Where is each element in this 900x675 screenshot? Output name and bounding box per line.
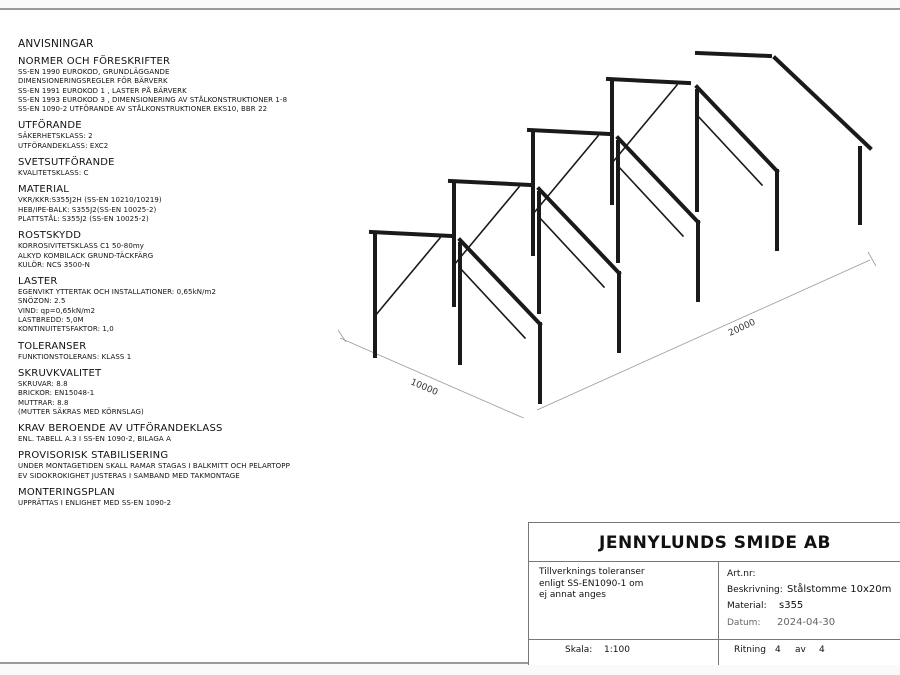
frame-brace — [618, 166, 683, 236]
section-line: UTFÖRANDEKLASS: EXC2 — [18, 141, 109, 150]
beskrivning-value: Stålstomme 10x20m — [787, 584, 892, 595]
divider — [718, 561, 719, 665]
frame-brace — [697, 115, 762, 185]
ritning-label: Ritning — [734, 645, 766, 655]
section-line: SS-EN 1990 EUROKOD, GRUNDLÄGGANDE — [18, 68, 170, 76]
section-heading: SKRUVKVALITET — [18, 367, 102, 379]
dimension-width: 10000 — [408, 377, 440, 398]
skala-value: 1:100 — [604, 645, 630, 655]
section-line: ENL. TABELL A.3 I SS-EN 1090-2, BILAGA A — [18, 435, 171, 444]
frame-brace — [533, 136, 598, 214]
beskrivning-label: Beskrivning: — [727, 585, 783, 595]
material-label: Material: — [727, 601, 767, 611]
tolerance-line: Tillverknings toleranser — [539, 567, 645, 577]
frame-brace — [375, 238, 440, 316]
section-line: KULÖR: NCS 3500-N — [18, 260, 90, 269]
notes-panel — [18, 38, 358, 514]
notes-title: ANVISNINGAR — [18, 38, 94, 50]
section-line: HEB/IPE-BALK: S355J2(SS-EN 10025-2) — [18, 205, 157, 214]
notes-section — [18, 276, 358, 334]
section-line: KVALITETSKLASS: C — [18, 169, 89, 178]
section-line: (MUTTER SÄKRAS MED KÖRNSLAG) — [18, 407, 144, 416]
notes-section — [18, 487, 358, 508]
artnr-label: Art.nr: — [727, 569, 756, 579]
section-heading: UTFÖRANDE — [18, 120, 82, 132]
section-heading: ROSTSKYDD — [18, 230, 82, 242]
company-name: JENNYLUNDS SMIDE AB — [529, 523, 900, 562]
notes-section — [18, 230, 358, 270]
section-line: VKR/KKR:S355J2H (SS-EN 10210/10219) — [18, 196, 162, 205]
material-value: s355 — [779, 600, 804, 611]
av-label: av — [795, 645, 806, 655]
notes-section — [18, 368, 358, 417]
frame-brace — [539, 217, 604, 287]
section-heading: KRAV BEROENDE AV UTFÖRANDEKLASS — [18, 423, 223, 435]
notes-section — [18, 450, 358, 481]
tolerance-line: ej annat anges — [539, 590, 606, 600]
divider — [529, 639, 900, 640]
steel-frames — [371, 53, 870, 402]
section-line: SKRUVAR: 8.8 — [18, 379, 68, 388]
frame-brace — [460, 268, 525, 338]
section-line: SS-EN 1090-2 UTFÖRANDE AV STÅLKONSTRUKTIONER EKS10, BBR 22 — [18, 105, 268, 114]
notes-section — [18, 423, 358, 444]
notes-section — [18, 120, 358, 151]
isometric-frame-drawing — [330, 38, 890, 418]
section-heading: LASTER — [18, 276, 58, 288]
datum-label: Datum: — [727, 618, 761, 628]
section-line: KORROSIVITETSKLASS C1 50-80my — [18, 242, 145, 251]
section-line: KONTINUITETSFAKTOR: 1,0 — [18, 325, 114, 334]
section-heading: MATERIAL — [18, 184, 70, 196]
datum-value: 2024-04-30 — [777, 617, 836, 628]
section-line: BRICKOR: EN15048-1 — [18, 389, 95, 398]
section-line: ALKYD KOMBILACK GRUND-TÄCKFÄRG — [18, 251, 154, 260]
frame-brace — [612, 85, 677, 163]
dimension-length: 20000 — [727, 317, 758, 339]
frame-rafter — [775, 58, 870, 148]
dimension-lines — [338, 252, 876, 418]
total-sheets: 4 — [819, 645, 825, 655]
skala-label: Skala: — [565, 645, 593, 655]
frame-brace — [454, 187, 519, 265]
notes-section — [18, 157, 358, 178]
section-line: MUTTRAR: 8.8 — [18, 398, 69, 407]
frame-beam — [697, 53, 770, 56]
frame-beam — [608, 79, 689, 83]
section-line: UNDER MONTAGETIDEN SKALL RAMAR STAGAS I BALKMITT OCH PELARTOPP — [18, 462, 290, 471]
section-line: FUNKTIONSTOLERANS: KLASS 1 — [18, 352, 132, 361]
section-line: SNÖZON: 2.5 — [18, 297, 66, 306]
title-block — [528, 522, 900, 665]
section-heading: NORMER OCH FÖRESKRIFTER — [18, 56, 171, 67]
frame-beam — [450, 181, 531, 185]
section-line: SS-EN 1993 EUROKOD 3 , DIMENSIONERING AV STÅLKONSTRUKTIONER 1-8 — [18, 95, 288, 104]
notes-section — [18, 184, 358, 224]
tolerance-note — [539, 567, 709, 602]
section-line: EV SIDOKROKIGHET JUSTERAS I SAMBAND MED TAKMONTAGE — [18, 471, 240, 480]
ritning-number: 4 — [775, 645, 781, 655]
notes-section — [18, 56, 358, 114]
notes-section — [18, 341, 358, 362]
section-line: DIMENSIONERINGSREGLER FÖR BÄRVERK — [18, 77, 168, 86]
section-line: LASTBREDD: 5,0M — [18, 316, 84, 325]
section-line: EGENVIKT YTTERTAK OCH INSTALLATIONER: 0,65kN/m2 — [18, 288, 217, 297]
section-line: PLATTSTÅL: S355J2 (SS-EN 10025-2) — [18, 214, 149, 223]
frame-beam — [529, 130, 610, 134]
section-line: SÄKERHETSKLASS: 2 — [18, 132, 93, 141]
section-heading: TOLERANSER — [18, 340, 87, 352]
tolerance-line: enligt SS-EN1090-1 om — [539, 578, 644, 589]
section-heading: MONTERINGSPLAN — [18, 487, 115, 499]
section-heading: SVETSUTFÖRANDE — [18, 157, 115, 169]
frame-beam — [371, 232, 452, 236]
section-line: UPPRÄTTAS I ENLIGHET MED SS-EN 1090-2 — [18, 499, 172, 508]
section-heading: PROVISORISK STABILISERING — [18, 450, 169, 462]
section-line: SS-EN 1991 EUROKOD 1 , LASTER PÅ BÄRVERK — [18, 86, 187, 95]
section-line: VIND: qp=0,65kN/m2 — [18, 306, 96, 315]
